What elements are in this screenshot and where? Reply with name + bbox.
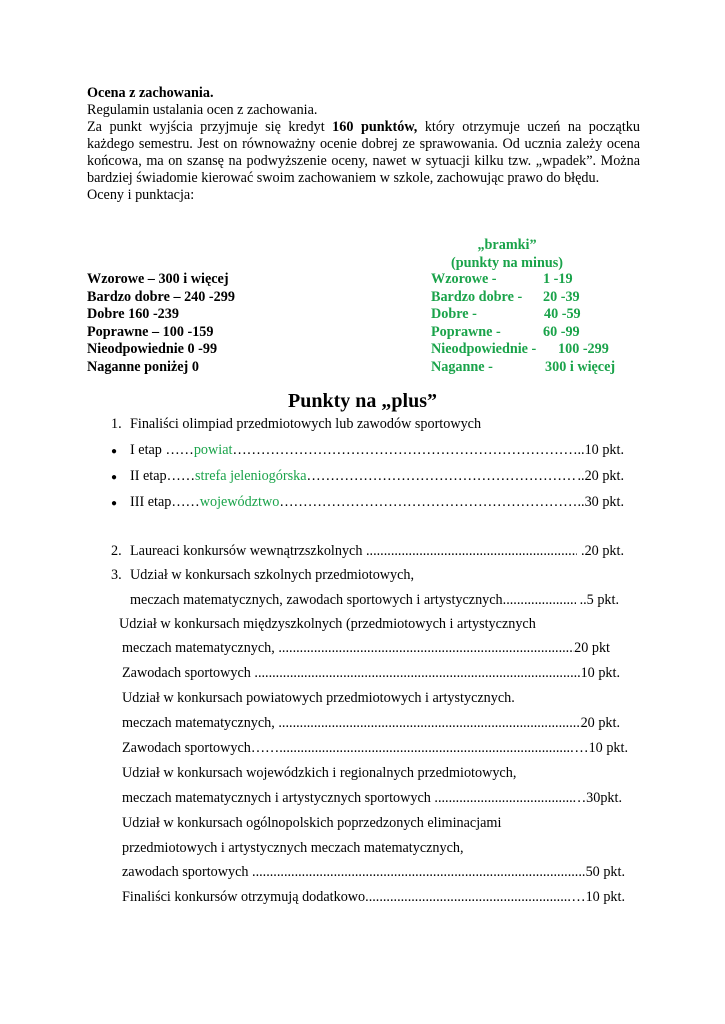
etap-row	[130, 494, 624, 511]
bullet-icon: ●	[111, 446, 118, 457]
row-text: meczach matematycznych,	[122, 715, 275, 731]
bullet-icon: ●	[111, 472, 118, 483]
item-2-number: 2.	[111, 543, 122, 559]
item-3-line2: meczach matematycznych, zawodach sportowych i artystycznych	[130, 592, 503, 608]
grade-item: Bardzo dobre – 240 -299	[87, 288, 235, 305]
grade-item: Naganne poniżej 0	[87, 358, 199, 375]
row-text: Udział w konkursach wojewódzkich i regionalnych przedmiotowych,	[122, 765, 517, 781]
item-3-number: 3.	[111, 567, 122, 583]
etap-level: województwo	[199, 494, 280, 510]
row-text: przedmiotowych i artystycznych meczach matematycznych,	[122, 840, 464, 856]
etap-row	[130, 468, 624, 485]
minus-grade-value: 300 i więcej	[545, 358, 616, 375]
dot-leader	[434, 790, 572, 807]
plus-points-title: Punkty na „plus”	[288, 390, 437, 412]
dot-leader	[366, 543, 578, 560]
points-row	[122, 864, 625, 881]
etap-points: ..30 pkt.	[577, 494, 624, 510]
grades-list	[87, 271, 235, 376]
dot-leader	[252, 864, 586, 881]
item-1-text: Finaliści olimpiad przedmiotowych lub zawodów sportowych	[130, 416, 482, 432]
row-points: …10 pkt.	[574, 740, 628, 756]
row-points: …30pkt.	[571, 790, 622, 806]
row-points: 20 pkt.	[580, 715, 620, 731]
minus-grade-value: 40 -59	[544, 306, 581, 322]
grade-item: Poprawne – 100 -159	[87, 323, 214, 340]
points-row	[122, 740, 628, 757]
intro-section	[87, 85, 640, 204]
row-text: meczach matematycznych i artystycznych sportowych	[122, 790, 431, 806]
bramki-header	[432, 237, 582, 272]
row-points: …10 pkt.	[571, 889, 625, 905]
row-text: Udział w konkursach powiatowych przedmiotowych i artystycznych.	[122, 690, 515, 706]
dot-leader	[279, 740, 574, 757]
section-heading: Ocena z zachowania.	[87, 85, 214, 101]
row-text: Zawodach sportowych	[122, 665, 251, 681]
points-row	[122, 715, 620, 732]
etap-prefix: I etap ……	[130, 442, 194, 458]
row-text: Udział w konkursach międzyszkolnych (przedmiotowych i artystycznych	[119, 616, 536, 632]
item-1-number: 1.	[111, 416, 122, 432]
etap-level: strefa jeleniogórska	[195, 468, 307, 484]
row-text: Zawodach sportowych……	[122, 740, 280, 756]
dot-leader	[232, 442, 577, 459]
etap-level: powiat	[193, 442, 233, 458]
item-2-row	[130, 543, 624, 560]
dot-leader	[279, 494, 577, 511]
etap-points: ..20 pkt.	[577, 468, 624, 484]
dot-leader	[254, 665, 580, 682]
credit-points: 160 punktów,	[332, 119, 418, 135]
minus-grade-label: Naganne -	[431, 358, 493, 375]
item-2-text: Laureaci konkursów wewnątrzszkolnych	[130, 543, 363, 559]
points-row	[122, 665, 620, 682]
regulation-title: Regulamin ustalania ocen z zachowania.	[87, 102, 318, 118]
grade-item: Dobre 160 -239	[87, 306, 179, 322]
etap-prefix: III etap……	[130, 494, 200, 510]
bullet-icon: ●	[111, 498, 118, 509]
grade-item: Wzorowe – 300 i więcej	[87, 271, 229, 287]
item-2-points: .20 pkt.	[581, 543, 624, 559]
dot-leader	[307, 468, 578, 485]
etap-points: ..10 pkt.	[577, 442, 624, 458]
intro-paragraph	[87, 119, 640, 187]
row-text: Udział w konkursach ogólnopolskich poprzedzonych eliminacjami	[122, 815, 502, 831]
row-text: Finaliści konkursów otrzymują dodatkowo.	[122, 889, 369, 905]
bramki-subtitle: (punkty na minus)	[451, 254, 563, 271]
grade-item: Nieodpowiednie 0 -99	[87, 341, 218, 357]
intro-paragraph-start: Za punkt wyjścia przyjmuje się kredyt	[87, 119, 333, 135]
bramki-title: „bramki”	[477, 237, 537, 253]
minus-grade-label: Nieodpowiednie -	[431, 341, 537, 357]
dot-leader	[503, 592, 576, 609]
row-text: zawodach sportowych	[122, 864, 249, 880]
minus-grade-label: Poprawne -	[431, 323, 501, 340]
item-3-row	[130, 592, 619, 609]
intro-paragraph-rest: który otrzymuje uczeń na początku każdego semestru. Jest on równoważny ocenie dobrej ze sprawowania. Od ucznia zależy ocena końcowa, ma on szansę na podwyższenie oceny, nawet w sytuacji kilku tzw. „wpadek”. Można bardziej świadomie kierować swoim zachowaniem w szkole, zachowując prawo do błędu.	[87, 119, 640, 186]
grades-caption: Oceny i punktacja:	[87, 187, 195, 203]
minus-grade-label: Dobre -	[431, 306, 477, 322]
row-points: 50 pkt.	[585, 864, 625, 880]
item-3-text: Udział w konkursach szkolnych przedmiotowych,	[130, 567, 415, 583]
minus-grade-value: 60 -99	[543, 323, 580, 340]
etap-row	[130, 442, 624, 459]
dot-leader	[369, 889, 572, 906]
dot-leader	[278, 715, 580, 732]
dot-leader	[278, 640, 574, 657]
points-row	[122, 889, 625, 906]
etap-prefix: II etap……	[130, 468, 196, 484]
row-points: 10 pkt.	[580, 665, 620, 681]
row-text: meczach matematycznych,	[122, 640, 275, 656]
minus-grade-label: Bardzo dobre -	[431, 288, 523, 305]
points-row	[122, 640, 610, 657]
points-row	[122, 790, 622, 807]
minus-grade-value: 1 -19	[543, 271, 573, 287]
minus-grade-value: 20 -39	[543, 288, 580, 305]
item-3-points: ..5 pkt.	[579, 592, 619, 608]
minus-grade-label: Wzorowe -	[431, 271, 497, 287]
row-points: 20 pkt	[574, 640, 610, 656]
minus-grade-value: 100 -299	[558, 341, 609, 357]
